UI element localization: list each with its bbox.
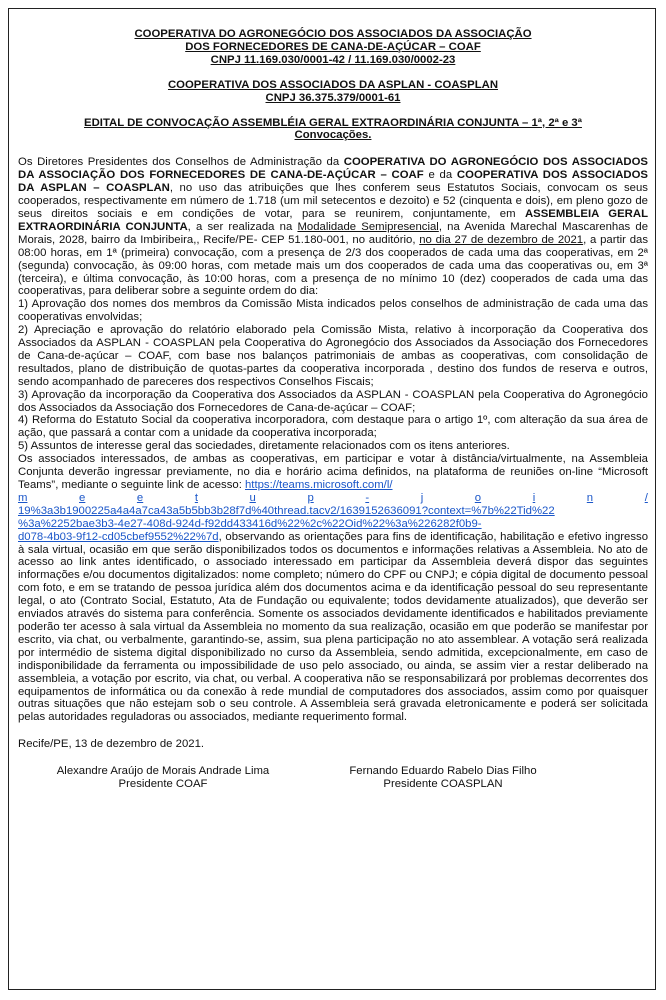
teams-link-part1[interactable]: https://teams.microsoft.com/l/ [245, 479, 393, 491]
org1-cnpj: CNPJ 11.169.030/0001-42 / 11.169.030/0002-23 [210, 53, 456, 66]
signature-right [318, 765, 568, 791]
agenda-item-4: 4) Reforma do Estatuto Social da cooperativa incorporadora, com destaque para o artigo 1º, com alteração da sua área de ação, que passará a contar com a unidade da cooperativa incorporada; [18, 414, 648, 440]
signature-left [18, 765, 308, 791]
signatures [18, 765, 648, 791]
agenda-item-5: 5) Assuntos de interesse geral das sociedades, diretamente relacionados com os itens anteriores. [18, 440, 510, 453]
signature-right-role: Presidente COASPLAN [383, 778, 503, 791]
signature-left-role: Presidente COAF [118, 778, 208, 791]
teams-link-char[interactable]: m [18, 491, 28, 504]
teams-link-char[interactable]: e [79, 491, 86, 504]
teams-link-char[interactable]: / [644, 491, 648, 504]
teams-link-part5[interactable]: d078-4b03-9f12-cd05cbef9552%22%7d [18, 530, 219, 543]
signature-left-name: Alexandre Araújo de Morais Andrade Lima [56, 765, 270, 778]
teams-link-char[interactable]: i [532, 491, 536, 504]
agenda-item-3: 3) Aprovação da incorporação da Cooperativa dos Associados da ASPLAN - COASPLAN pela Cooperativa do Agronegócio dos Associados da Associação dos Fornecedores de Cana-de-açúcar – COAF; [18, 388, 648, 414]
teams-link-part4[interactable]: %3a%2252bae3b3-4e27-408d-924d-f92dd433416d%22%2c%22Oid%22%3a%226282f0b9- [18, 517, 482, 530]
org2-name: COOPERATIVA DOS ASSOCIADOS DA ASPLAN - COASPLAN [167, 78, 499, 91]
document-body [18, 156, 648, 791]
teams-link-char[interactable]: t [194, 491, 198, 504]
teams-link-char[interactable]: p [307, 491, 314, 504]
teams-link-char[interactable]: u [249, 491, 256, 504]
header-block [18, 28, 648, 142]
agenda-item-2: 2) Apreciação e aprovação do relatório elaborado pela Comissão Mista, relativo à incorporação da Cooperativa dos Associados da ASPLAN - COASPLAN pela Cooperativa do Agronegócio dos Associados da Associação dos Fornecedores de Cana-de-açúcar – COAF, com base nos balanços patrimoniais de ambas as cooperativas, com consolidação de resultados, plano de distribuição de quotas-partes da cooperativa incorporada , destino dos fundos de reserva e outros, sendo acompanhado de pareceres dos respectivos Conselhos Fiscais; [18, 324, 648, 388]
teams-link-char[interactable]: j [420, 491, 424, 504]
teams-link-char[interactable]: n [586, 491, 594, 504]
signature-right-name: Fernando Eduardo Rabelo Dias Filho [349, 765, 537, 778]
online-participation-continued: d078-4b03-9f12-cd05cbef9552%22%7d, observando as orientações para fins de identificação, habilitação e efetivo ingresso à sala virtual, ocasião em que serão disponibilizados todos os documentos e informações relativas a Assembleia. No ato de acesso ao link antes identificado, o associado interessado em participar da Assembleia deverá dispor das seguintes informações e/ou documentos digitalizados: nome completo; número do CPF ou CNPJ; e cópia digital de documento pessoal com foto, e em se tratando de pessoa jurídica além dos documentos acima e da identificação pessoal do seu representante legal, o ato (Contrato Social, Estatuto, Ata de Fundação ou equivalente; todos devidamente atualizados), que deverão ser enviados através do sistema para conferência. Somente os associados devidamente identificados e habilitados previamente poderão ter acesso à sala virtual da Assembleia no momento da sua realização, ocasião em que poderão se manifestar por escrito, via chat, ou verbalmente, garantindo-se, assim, sua plena participação no ato assemblear. A votação será realizada por intermédio de sistema digital disponibilizado no curso da Assembleia, sendo admitida, excepcionalmente, em caso de indisponibilidade da ferramenta ou impossibilidade de uso pelo associado, ou ainda, se assim vier a restar deliberado na assembleia, a votação por escrito, via chat, ou verbal. A cooperativa não se responsabilizará por problemas decorrentes dos equipamentos de informática ou da conexão à rede mundial de computadores dos associados, assim como por quaisquer outras situações que não estejam sob o seu controle. A Assembleia será gravada eletronicamente e poderá ser solicitada pelas autoridades reguladoras ou associados, mediante requerimento formal. [18, 530, 648, 724]
org1-name-line1: COOPERATIVA DO AGRONEGÓCIO DOS ASSOCIADOS DA ASSOCIAÇÃO [134, 28, 532, 40]
teams-link-char[interactable]: o [474, 491, 482, 504]
edital-document [18, 28, 648, 791]
document-title-line2: Convocações. [294, 129, 372, 142]
org2-cnpj: CNPJ 36.375.379/0001-61 [265, 91, 401, 104]
document-title-line1: EDITAL DE CONVOCAÇÃO ASSEMBLÉIA GERAL EXTRAORDINÁRIA CONJUNTA – 1ª, 2ª e 3ª [84, 116, 582, 129]
agenda-item-1: 1) Aprovação dos nomes dos membros da Comissão Mista indicados pelos conselhos de administração de cada uma das cooperativas envolvidas; [18, 298, 648, 324]
online-participation-paragraph: Os associados interessados, de ambas as cooperativas, em participar e votar à distância/virtualmente, na Assembleia Conjunta deverão ingressar previamente, no dia e horário acima definidos, na plataforma de reuniões on-line “Microsoft Teams”, mediante o seguinte link de acesso: https://teams.microsoft.com/l/ [18, 453, 648, 491]
teams-link-char[interactable]: e [136, 491, 144, 504]
teams-link-part2[interactable] [18, 492, 648, 505]
teams-link-char[interactable]: - [365, 491, 370, 504]
org1-name-line2: DOS FORNECEDORES DE CANA-DE-AÇÚCAR – COAF [185, 40, 481, 53]
intro-paragraph: Os Diretores Presidentes dos Conselhos de Administração da COOPERATIVA DO AGRONEGÓCIO DOS ASSOCIADOS DA ASSOCIAÇÃO DOS FORNECEDORES DE CANA-DE-AÇÚCAR – COAF e da COOPERATIVA DOS ASSOCIADOS DA ASPLAN – COASPLAN, no uso das atribuições que lhes conferem seus Estatutos Sociais, convocam os seus cooperados, respectivamente em número de 1.718 (um mil setecentos e dezoito) e 52 (cinquenta e dois), em pleno gozo de seus direitos sociais e em condições de votar, para se reunirem, conjuntamente, em ASSEMBLEIA GERAL EXTRAORDINÁRIA CONJUNTA, a ser realizada na Modalidade Semipresencial, na Avenida Marechal Mascarenhas de Morais, 2028, bairro da Imbiribeira,, Recife/PE- CEP 51.180-001, no auditório, no dia 27 de dezembro de 2021, a partir das 08:00 horas, em 1ª (primeira) convocação, com a presença de 2/3 dos cooperados de cada uma das cooperativas, em 2ª (segunda) convocação, às 09:00 horas, com metade mais um dos cooperados de cada uma das cooperativas ou, em 3ª (terceira), e última convocação, às 10:00 horas, com a presença de no mínimo 10 (dez) cooperados de cada uma das cooperativas, para deliberar sobre a seguinte ordem do dia: [18, 156, 649, 298]
date-line: Recife/PE, 13 de dezembro de 2021. [18, 738, 205, 751]
teams-link-part3[interactable]: 19%3a3b1900225a4a4a7ca43a5b5bb3b28f7d%40thread.tacv2/1639152636091?context=%7b%22Tid%22 [18, 504, 555, 517]
